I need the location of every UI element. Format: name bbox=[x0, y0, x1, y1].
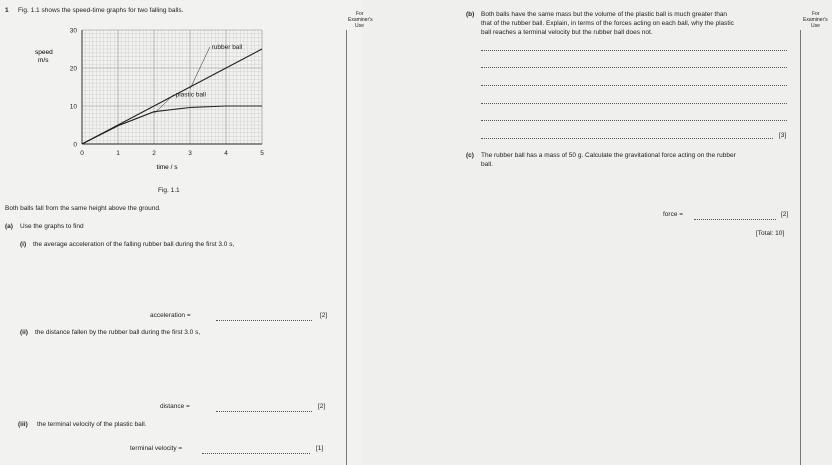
acceleration-answer-line[interactable] bbox=[216, 320, 312, 321]
margin-for-right: For bbox=[812, 11, 820, 17]
margin-use-right: Use bbox=[811, 23, 820, 29]
series-label-plastic-ball: plastic ball bbox=[175, 91, 206, 99]
y-tick-label: 10 bbox=[69, 103, 77, 111]
acceleration-answer-label: acceleration = bbox=[150, 312, 191, 319]
part-a-ii-label: (ii) bbox=[20, 329, 28, 336]
part-a-text: Use the graphs to find bbox=[20, 223, 84, 230]
part-b-answer-line-4[interactable] bbox=[481, 103, 787, 104]
part-c-label: (c) bbox=[466, 152, 474, 159]
part-c-line2: ball. bbox=[481, 161, 493, 168]
margin-rule-right bbox=[800, 30, 801, 465]
distance-answer-line[interactable] bbox=[216, 411, 312, 412]
margin-examiners-right: Examiner's bbox=[803, 17, 828, 23]
part-c-line1: The rubber ball has a mass of 50 g. Calculate the gravitational force acting on the rubber bbox=[481, 152, 736, 159]
terminal-velocity-answer-label: terminal velocity = bbox=[130, 445, 183, 452]
part-a-iii-marks: [1] bbox=[316, 445, 324, 452]
x-tick-label: 1 bbox=[116, 150, 120, 157]
part-a-i-text: the average acceleration of the falling rubber ball during the first 3.0 s, bbox=[33, 241, 235, 248]
force-answer-line[interactable] bbox=[694, 219, 776, 220]
x-tick-label: 0 bbox=[80, 150, 84, 157]
question-stem: Both balls fall from the same height above the ground. bbox=[5, 205, 161, 212]
x-tick-label: 2 bbox=[152, 150, 156, 157]
y-axis-label-speed: speed bbox=[35, 49, 53, 56]
part-b-answer-line-3[interactable] bbox=[481, 85, 787, 86]
part-a-i-marks: [2] bbox=[320, 312, 328, 319]
part-b-label: (b) bbox=[466, 11, 475, 18]
part-a-iii-label: (iii) bbox=[18, 421, 28, 428]
y-axis-label-units: m/s bbox=[38, 57, 49, 64]
margin-rule-left bbox=[346, 30, 347, 465]
x-tick-label: 5 bbox=[260, 150, 264, 157]
x-tick-label: 4 bbox=[224, 150, 228, 157]
part-a-iii-text: the terminal velocity of the plastic ball. bbox=[37, 421, 147, 428]
series-label-rubber-ball: rubber ball bbox=[211, 44, 243, 51]
y-tick-label: 0 bbox=[73, 141, 77, 149]
margin-for-left: For bbox=[356, 11, 364, 17]
part-b-answer-line-5[interactable] bbox=[481, 120, 787, 121]
total-marks: [Total: 10] bbox=[756, 230, 785, 237]
part-b-line1: Both balls have the same mass but the volume of the plastic ball is much greater than bbox=[481, 11, 728, 18]
y-tick-label: 30 bbox=[69, 27, 77, 35]
margin-use-left: Use bbox=[355, 23, 364, 29]
y-tick-label: 20 bbox=[69, 65, 77, 73]
part-a-label: (a) bbox=[5, 223, 13, 230]
distance-answer-label: distance = bbox=[160, 403, 190, 410]
part-b-line2: that of the rubber ball. Explain, in terms of the forces acting on each ball, why the plastic bbox=[481, 20, 734, 27]
part-a-ii-text: the distance fallen by the rubber ball during the first 3.0 s, bbox=[35, 329, 201, 336]
x-tick-label: 3 bbox=[188, 150, 192, 157]
part-b-answer-line-6[interactable] bbox=[481, 138, 773, 139]
part-b-answer-line-2[interactable] bbox=[481, 67, 787, 68]
force-answer-label: force = bbox=[663, 211, 684, 218]
part-b-line3: ball reaches a terminal velocity but the rubber ball does not. bbox=[481, 29, 653, 36]
part-b-marks: [3] bbox=[779, 132, 787, 139]
question-number: 1 bbox=[5, 7, 9, 14]
part-a-ii-marks: [2] bbox=[318, 403, 326, 410]
terminal-velocity-answer-line[interactable] bbox=[202, 453, 310, 454]
speed-time-graph bbox=[35, 22, 274, 171]
figure-caption: Fig. 1.1 bbox=[158, 187, 180, 194]
margin-examiners-left: Examiner's bbox=[348, 17, 373, 23]
part-a-i-label: (i) bbox=[20, 241, 27, 248]
part-c-marks: [2] bbox=[781, 211, 789, 218]
x-axis-label: time / s bbox=[156, 164, 178, 171]
part-b-answer-line-1[interactable] bbox=[481, 50, 787, 51]
question-intro: Fig. 1.1 shows the speed-time graphs for two falling balls. bbox=[18, 7, 184, 14]
